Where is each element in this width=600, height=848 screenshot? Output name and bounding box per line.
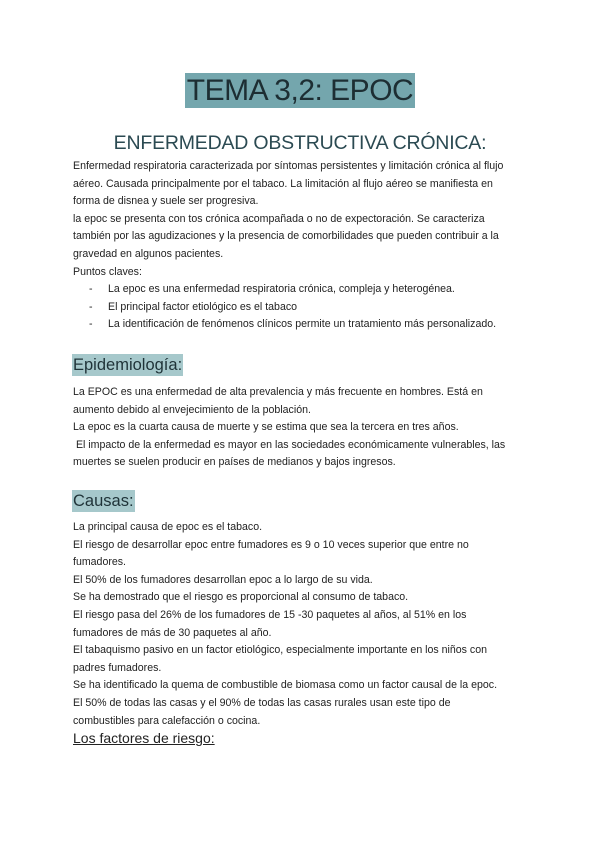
text-line: El tabaquismo pasivo en un factor etiológico, especialmente importante en los niños con — [73, 644, 487, 657]
text-line: aumento debido al envejecimiento de la población. — [73, 403, 311, 416]
text-line: fumadores. — [73, 556, 126, 569]
text-line: gravedad en algunos pacientes. — [73, 247, 224, 260]
text-line: fumadores de más de 30 paquetes al año. — [73, 626, 272, 639]
text-line: también por las agudizaciones y la presencia de comorbilidades que pueden contribuir a la — [73, 230, 499, 243]
document-title: TEMA 3,2: EPOC — [186, 74, 414, 107]
text-line: padres fumadores. — [73, 661, 162, 674]
text-line: El impacto de la enfermedad es mayor en las sociedades económicamente vulnerables, las — [73, 438, 506, 451]
text-line: El 50% de todas las casas y el 90% de todas las casas rurales usan este tipo de — [73, 696, 451, 709]
list-item-text: El principal factor etiológico es el tabaco — [108, 300, 298, 313]
epidemiologia-text — [73, 384, 543, 472]
text-line: la epoc se presenta con tos crónica acompañada o no de expectoración. Se caracteriza — [73, 212, 485, 225]
text-line: muertes se suelen producir en países de medianos y bajos ingresos. — [73, 456, 396, 469]
text-line: El riesgo pasa del 26% de los fumadores de 15 -30 paquetes al años, al 51% en los — [73, 608, 467, 621]
epidemiologia-heading: Epidemiología: — [73, 356, 183, 374]
list-item — [73, 316, 543, 334]
text-line: Puntos claves: — [73, 265, 142, 278]
text-line: La principal causa de epoc es el tabaco. — [73, 521, 263, 533]
causas-text — [73, 519, 543, 730]
text-line: El 50% de los fumadores desarrollan epoc a lo largo de su vida. — [73, 573, 373, 586]
list-item — [73, 281, 543, 299]
bullet-dash: - — [89, 300, 93, 313]
text-line: forma de disnea y suele ser progresiva. — [73, 195, 259, 208]
intro-text — [73, 158, 543, 334]
list-item-text: La epoc es una enfermedad respiratoria crónica, compleja y heterogénea. — [108, 283, 455, 296]
causas-heading: Causas: — [73, 492, 134, 510]
bullet-dash: - — [89, 318, 93, 331]
bullet-dash: - — [89, 283, 93, 296]
text-line: Enfermedad respiratoria caracterizada por síntomas persistentes y limitación crónica al flujo — [73, 160, 504, 172]
list-item-text: La identificación de fenómenos clínicos permite un tratamiento más personalizado. — [108, 318, 497, 331]
factores-riesgo-heading: Los factores de riesgo: — [73, 730, 215, 746]
text-line: Se ha demostrado que el riesgo es proporcional al consumo de tabaco. — [73, 591, 409, 604]
text-line: Se ha identificado la quema de combustible de biomasa como un factor causal de la epoc. — [73, 679, 498, 692]
text-line: El riesgo de desarrollar epoc entre fumadores es 9 o 10 veces superior que entre no — [73, 538, 469, 551]
list-item — [73, 299, 543, 317]
text-line: combustibles para calefacción o cocina. — [73, 714, 261, 727]
section-title: ENFERMEDAD OBSTRUCTIVA CRÓNICA: — [113, 132, 487, 154]
text-line: La epoc es la cuarta causa de muerte y se estima que sea la tercera en tres años. — [73, 421, 459, 434]
text-line: aéreo. Causada principalmente por el tabaco. La limitación al flujo aéreo se manifiesta en — [73, 177, 493, 190]
text-line: La EPOC es una enfermedad de alta prevalencia y más frecuente en hombres. Está en — [73, 386, 483, 398]
title-container — [0, 73, 600, 108]
